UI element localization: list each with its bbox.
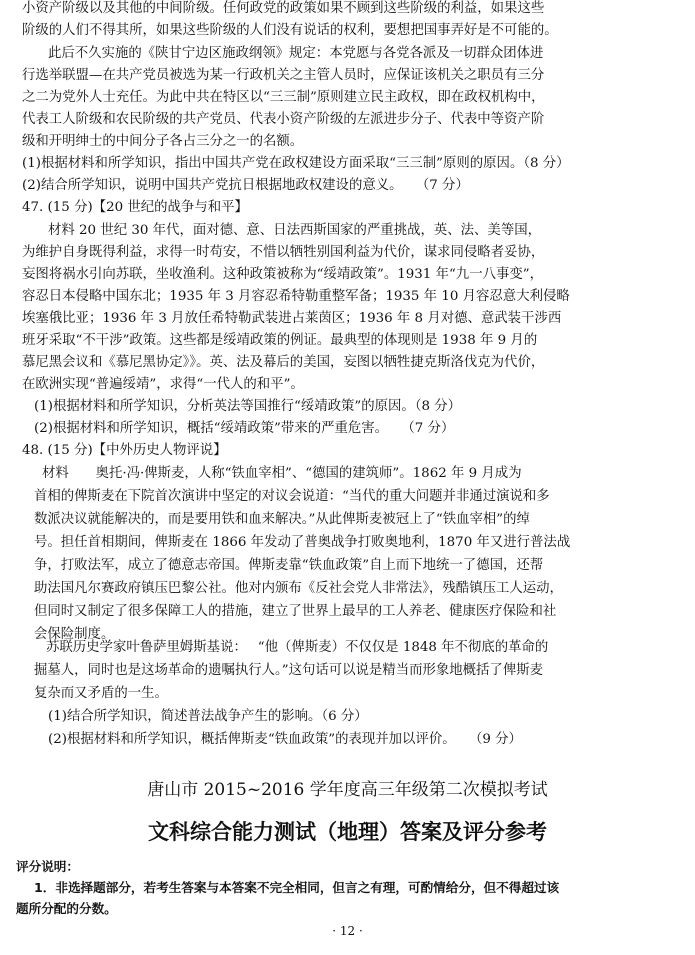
line: 此后不久实施的《陕甘宁边区施政纲领》规定：本党愿与各党各派及一切群众团体进 — [48, 46, 544, 61]
line: 代表工人阶级和农民阶级的共产党员、代表小资产阶级的左派进步分子、代表中等资产阶 — [22, 112, 545, 127]
line: 复杂而又矛盾的一生。 — [34, 686, 168, 701]
line: 埃塞俄比亚；1936 年 3 月放任希特勒武装进占莱茵区；1936 年 8 月对德、意武装干涉西 — [22, 311, 562, 326]
line: 容忍日本侵略中国东北；1935 年 3 月容忍希特勒重整军备；1935 年 10 月容忍意大利侵略 — [22, 289, 570, 304]
question-line: (1)结合所学知识，简述普法战争产生的影响。（6 分） — [48, 709, 368, 724]
line: 慕尼黑会议和《慕尼黑协定》》。英、法及幕后的美国，妄图以牺牲捷克斯洛伐克为代价， — [22, 355, 545, 370]
line: 级和开明绅士的中间分子各占三分之一的名额。 — [22, 134, 304, 149]
line: 会保险制度。 — [34, 627, 115, 642]
line: 苏联历史学家叶鲁萨里姆斯基说： “他（俾斯麦）不仅仅是 1848 年不彻底的革命的 — [46, 640, 549, 655]
section-heading: 47. (15 分)【20 世纪的战争与和平】 — [22, 200, 248, 215]
line: 首相的俾斯麦在下院首次演讲中坚定的对议会说道：“当代的重大问题并非通过演说和多 — [34, 489, 550, 504]
line: 材料 奥托·冯·俾斯麦，人称“铁血宰相”、“德国的建筑师”。1862 年 9 月成为 — [42, 466, 522, 481]
answer-title: 文科综合能力测试（地理）答案及评分参考 — [148, 820, 547, 844]
line: 数派决议就能解决的，而是要用铁和血来解决。”从此俾斯麦被冠上了“铁血宰相”的绰 — [34, 512, 530, 527]
question-line: (2)根据材料和所学知识，概括俾斯麦“铁血政策”的表现并加以评价。 （9 分） — [48, 732, 522, 747]
scoring-label: 评分说明： — [16, 859, 79, 874]
question-line: (1)根据材料和所学知识，指出中国共产党在政权建设方面采取“三三制”原则的原因。（8 分） — [22, 156, 570, 171]
page-number: · 12 · — [332, 924, 363, 938]
line: 争，打败法军，成立了德意志帝国。俾斯麦靠“铁血政策”自上而下地统一了德国，还帮 — [34, 558, 544, 573]
line: 在欧洲实现“普遍绥靖”，求得“一代人的和平”。 — [22, 377, 304, 392]
scoring-rule: 1．非选择题部分，若考生答案与本答案不完全相同，但言之有理，可酌情给分，但不得超过该 — [34, 880, 560, 895]
line: 掘墓人，同时也是这场革命的遗嘱执行人。”这句话可以说是精当而形象地概括了俾斯麦 — [34, 663, 543, 678]
question-line: (2)根据材料和所学知识，概括“绥靖政策”带来的严重危害。 （7 分） — [34, 421, 455, 436]
section-heading: 48. (15 分)【中外历史人物评说】 — [22, 443, 227, 458]
question-line: (2)结合所学知识，说明中国共产党抗日根据地政权建设的意义。 （7 分） — [22, 178, 469, 193]
line: 阶级的人们不得其所，如果这些阶级的人们没有说话的权利，要想把国事弄好是不可能的。 — [22, 23, 558, 38]
line: 小资产阶级以及其他的中间阶级。任何政党的政策如果不顾到这些阶级的利益，如果这些 — [22, 1, 545, 16]
line: 材料 20 世纪 30 年代，面对德、意、日法西斯国家的严重挑战，英、法、美等国， — [48, 223, 541, 238]
line: 班牙采取“不干涉”政策。这些都是绥靖政策的例证。最典型的体现则是 1938 年 9 月的 — [22, 333, 538, 348]
line: 助法国凡尔赛政府镇压巴黎公社。他对内颁布《反社会党人非常法》，残酷镇压工人运动， — [34, 581, 563, 596]
line: 为维护自身既得利益，求得一时苟安，不惜以牺牲别国利益为代价，谋求同侵略者妥协， — [22, 245, 545, 260]
line: 号。担任首相期间，俾斯麦在 1866 年发动了普奥战争打败奥地利，1870 年又进行普法战 — [34, 535, 571, 550]
question-line: (1)根据材料和所学知识，分析英法等国推行“绥靖政策”的原因。（8 分） — [34, 399, 462, 414]
line: 之二为党外人士充任。为此中共在特区以“三三制”原则建立民主政权，即在政权机构中， — [22, 90, 545, 105]
line: 但同时又制定了很多保障工人的措施，建立了世界上最早的工人养老、健康医疗保险和社 — [34, 604, 557, 619]
exam-title: 唐山市 2015~2016 学年度高三年级第二次模拟考试 — [147, 780, 548, 800]
line: 行选举联盟—在共产党员被选为某一行政机关之主管人员时，应保证该机关之职员有三分 — [22, 68, 545, 83]
scoring-rule: 题所分配的分数。 — [16, 901, 117, 916]
line: 妄图将祸水引向苏联，坐收渔利。这种政策被称为“绥靖政策”。1931 年“九一八事变”， — [22, 267, 543, 282]
